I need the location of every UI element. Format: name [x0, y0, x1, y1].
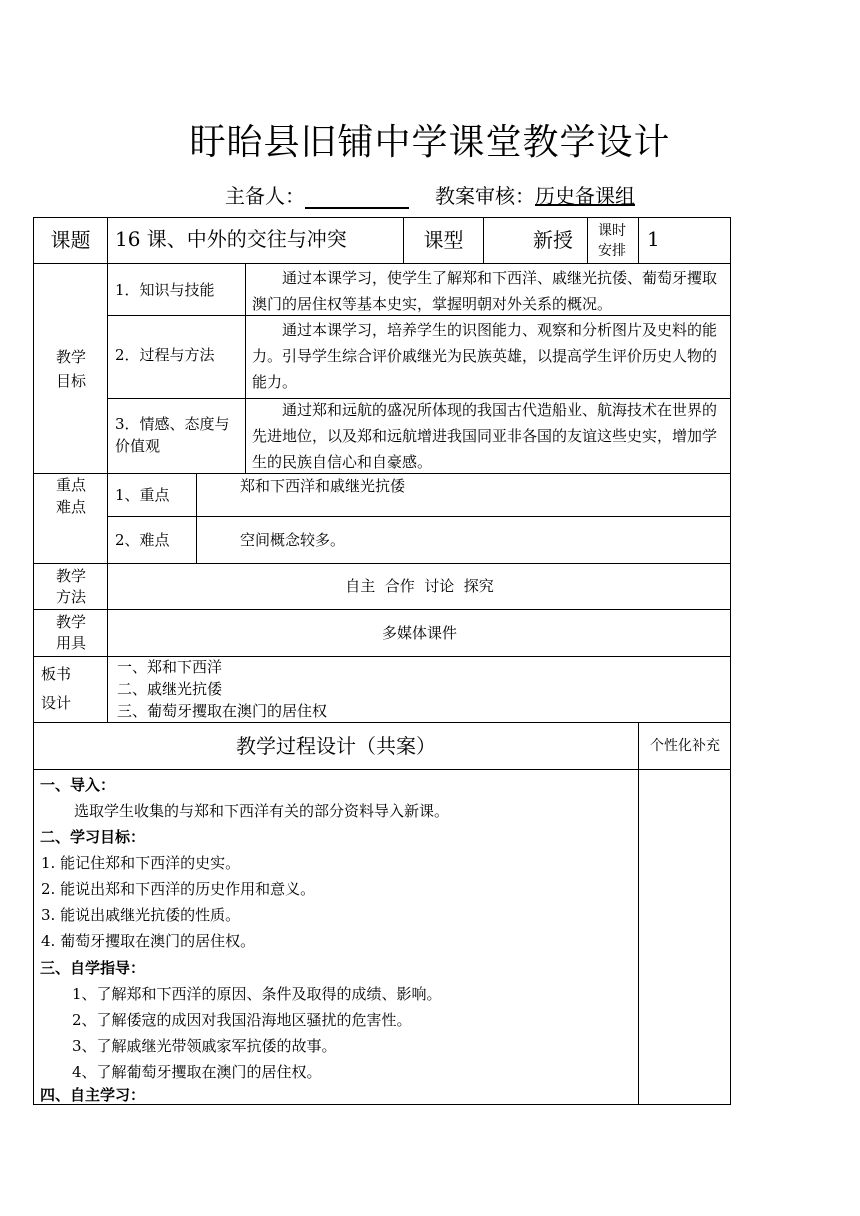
objective-text: 通过本课学习，使学生了解郑和下西洋、戚继光抗倭、葡萄牙攫取澳门的居住权等基本史实，掌握明朝对外关系的概况。: [252, 269, 718, 313]
objectives-label: 教学目标: [55, 347, 86, 390]
section-intro-heading: 一、导入：: [40, 776, 116, 794]
key-points-label: 重点难点: [55, 476, 86, 516]
key-point-text: 郑和下西洋和戚继光抗倭: [240, 477, 406, 495]
key-point-text: 空间概念较多。: [240, 531, 346, 549]
board-line: 一、郑和下西洋: [117, 658, 223, 676]
goal-item: 1. 能记住郑和下西洋的史实。: [41, 854, 241, 872]
guide-item: 3、了解戚继光带领戚家军抗倭的故事。: [72, 1037, 337, 1055]
key-point-name: 1、重点: [115, 486, 170, 504]
goal-item: 2. 能说出郑和下西洋的历史作用和意义。: [41, 880, 316, 898]
tools-label: 教学用具: [55, 613, 86, 652]
preparer-label: 主备人：: [225, 184, 305, 208]
objective-name: 2．过程与方法: [115, 346, 215, 364]
hours-label: 课时安排: [598, 222, 626, 259]
board-line: 三、葡萄牙攫取在澳门的居住权: [117, 702, 328, 720]
page-title: 盱眙县旧铺中学课堂教学设计: [189, 122, 671, 163]
objective-name: 1．知识与技能: [115, 281, 215, 299]
section-guide-heading: 三、自学指导：: [40, 959, 146, 977]
objective-text: 通过本课学习，培养学生的识图能力、观察和分析图片及史料的能力。引导学生综合评价戚继光为民族英雄，以提高学生评价历史人物的能力。: [252, 321, 718, 391]
goal-item: 3. 能说出戚继光抗倭的性质。: [41, 906, 241, 924]
tools-value: 多媒体课件: [381, 623, 457, 642]
guide-item: 1、了解郑和下西洋的原因、条件及取得的成绩、影响。: [72, 985, 442, 1003]
hours-value: 1: [647, 227, 660, 251]
guide-item: 2、了解倭寇的成因对我国沿海地区骚扰的危害性。: [72, 1011, 412, 1029]
review-label: 教案审核：: [435, 184, 535, 208]
guide-item: 4、了解葡萄牙攫取在澳门的居住权。: [72, 1063, 322, 1081]
preparer-blank: [305, 187, 409, 209]
section-goals-heading: 二、学习目标：: [40, 828, 146, 846]
type-label: 课型: [423, 228, 464, 252]
board-line: 二、戚继光抗倭: [117, 680, 223, 698]
objective-text: 通过郑和远航的盛况所体现的我国古代造船业、航海技术在世界的先进地位，以及郑和远航增进我国同亚非各国的友谊这些史实，增加学生的民族自信心和自豪感。: [252, 401, 718, 471]
key-point-name: 2、难点: [115, 531, 170, 549]
review-value: 历史备课组: [535, 184, 635, 208]
goal-item: 4. 葡萄牙攫取在澳门的居住权。: [41, 932, 256, 950]
section-intro-text: 选取学生收集的与郑和下西洋有关的部分资料导入新课。: [74, 802, 450, 820]
methods-value: 自主 合作 讨论 探究: [345, 577, 494, 596]
process-title: 教学过程设计（共案）: [236, 733, 436, 758]
board-label: 板书设计: [41, 665, 72, 712]
type-value: 新授: [533, 228, 573, 252]
topic-label: 课题: [50, 228, 91, 252]
methods-label: 教学方法: [55, 566, 86, 606]
personal-supplement-label: 个性化补充: [650, 738, 720, 754]
subtitle-line: [0, 180, 860, 209]
objective-name: 3．情感、态度与价值观: [115, 415, 230, 455]
section-self-study-heading: 四、自主学习：: [40, 1086, 146, 1104]
topic-value: 16 课、中外的交往与冲突: [115, 227, 347, 251]
